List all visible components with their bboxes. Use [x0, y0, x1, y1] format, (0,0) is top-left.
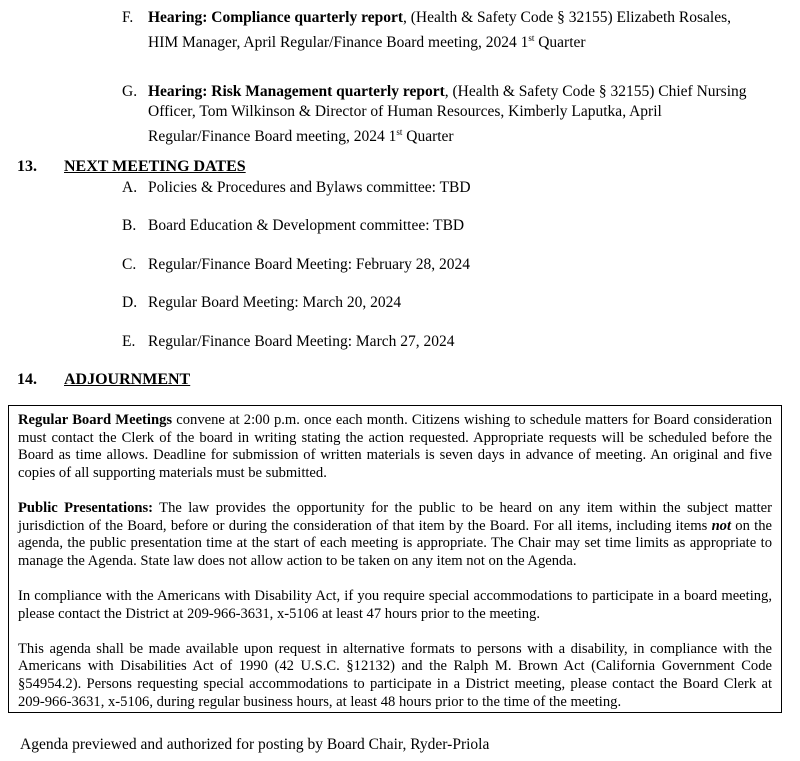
- item-text: HIM Manager, April Regular/Finance Board meeting, 2024 1: [148, 34, 529, 52]
- item-text: , (Health & Safety Code § 32155) Chief Nursing: [444, 83, 747, 100]
- item-letter: A.: [122, 179, 138, 196]
- item-letter: E.: [122, 333, 136, 350]
- section-number-13: 13.: [17, 158, 37, 175]
- item-letter: F.: [122, 9, 134, 26]
- notice-paragraph-public-presentations: [18, 500, 772, 570]
- public-notice-box: [8, 405, 782, 713]
- section-number-14: 14.: [17, 371, 37, 388]
- item-text: Quarter: [402, 128, 454, 146]
- item-line: [148, 102, 782, 122]
- item-text: Regular/Finance Board meeting, 2024 1: [148, 128, 397, 146]
- notice-paragraph-ada: In compliance with the Americans with Disability Act, if you require special accommodations to participate in a board meeting, please contact the District at 209-966-3631, x-5106 at least 47 hours prior to the meeting.: [18, 587, 772, 622]
- item-text: Regular/Finance Board Meeting: March 27, 2024: [148, 333, 455, 350]
- item-line: [148, 82, 782, 102]
- item-line: [148, 122, 782, 147]
- emphasis-text: not: [711, 517, 732, 534]
- notice-text: on the agenda, the public presentation time at the start of each meeting is appropriate. The Chair may set time limits as appropriate to manage the Agenda. State law does not allow action to be taken on any item not on the Agenda.: [18, 517, 772, 569]
- agenda-item-g: [122, 82, 782, 147]
- section-title-next-meeting-dates: NEXT MEETING DATES: [64, 158, 246, 175]
- item-line: [148, 28, 782, 53]
- item-text: Quarter: [534, 34, 586, 52]
- notice-heading: Public Presentations:: [18, 499, 154, 516]
- notice-paragraph-alternative-formats: This agenda shall be made available upon request in alternative formats to persons with a disability, in compliance with the Americans with Disabilities Act of 1990 (42 U.S.C. §12132) and the Ralph M. Brown Act (California Government Code §54954.2). Persons requesting special accommodations to participate in a District meeting, please contact the Board Clerk at 209-966-3631, x-5106, during regular business hours, at least 48 hours prior to the time of the meeting.: [18, 640, 772, 710]
- item-text: Regular Board Meeting: March 20, 2024: [148, 294, 402, 311]
- item-line: [148, 8, 782, 28]
- item-letter: G.: [122, 83, 138, 100]
- item-text: , (Health & Safety Code § 32155) Elizabeth Rosales,: [403, 9, 732, 26]
- notice-text: The law provides the opportunity for the public to be heard on any item within the subject matter jurisdiction of the Board, before or during the consideration of that item by the Board. For all items, including items: [18, 499, 772, 534]
- footer-authorization: Agenda previewed and authorized for posting by Board Chair, Ryder-Priola: [20, 736, 490, 753]
- meeting-date-item-a: [122, 178, 471, 198]
- ordinal-suffix: st: [528, 33, 535, 43]
- section-title-adjournment: ADJOURNMENT: [64, 371, 191, 388]
- item-letter: B.: [122, 217, 137, 234]
- notice-paragraph-regular-meetings: [18, 412, 772, 482]
- item-text: Board Education & Development committee: TBD: [148, 217, 465, 234]
- item-letter: D.: [122, 294, 138, 311]
- meeting-date-item-d: [122, 293, 401, 313]
- item-title: Hearing: Compliance quarterly report: [148, 9, 403, 26]
- notice-text: convene at 2:00 p.m. once each month. Citizens wishing to schedule matters for Board consideration must contact the Clerk of the board in writing stating the action requested. Appropriate requests will be scheduled before the Board as time allows. Deadline for submission of written materials is seven days in advance of meeting. An original and five copies of all supporting materials must be submitted.: [18, 412, 773, 481]
- meeting-date-item-b: [122, 216, 464, 236]
- item-text: Policies & Procedures and Bylaws committee: TBD: [148, 179, 471, 196]
- item-letter: C.: [122, 256, 137, 273]
- item-text: Officer, Tom Wilkinson & Director of Human Resources, Kimberly Laputka, April: [148, 103, 662, 120]
- meeting-date-item-e: [122, 332, 454, 352]
- item-title: Hearing: Risk Management quarterly report: [148, 83, 445, 100]
- meeting-date-item-c: [122, 255, 470, 275]
- agenda-item-f: [122, 8, 782, 53]
- notice-heading: Regular Board Meetings: [18, 412, 173, 428]
- item-text: Regular/Finance Board Meeting: February 28, 2024: [148, 256, 470, 273]
- ordinal-suffix: st: [396, 127, 403, 137]
